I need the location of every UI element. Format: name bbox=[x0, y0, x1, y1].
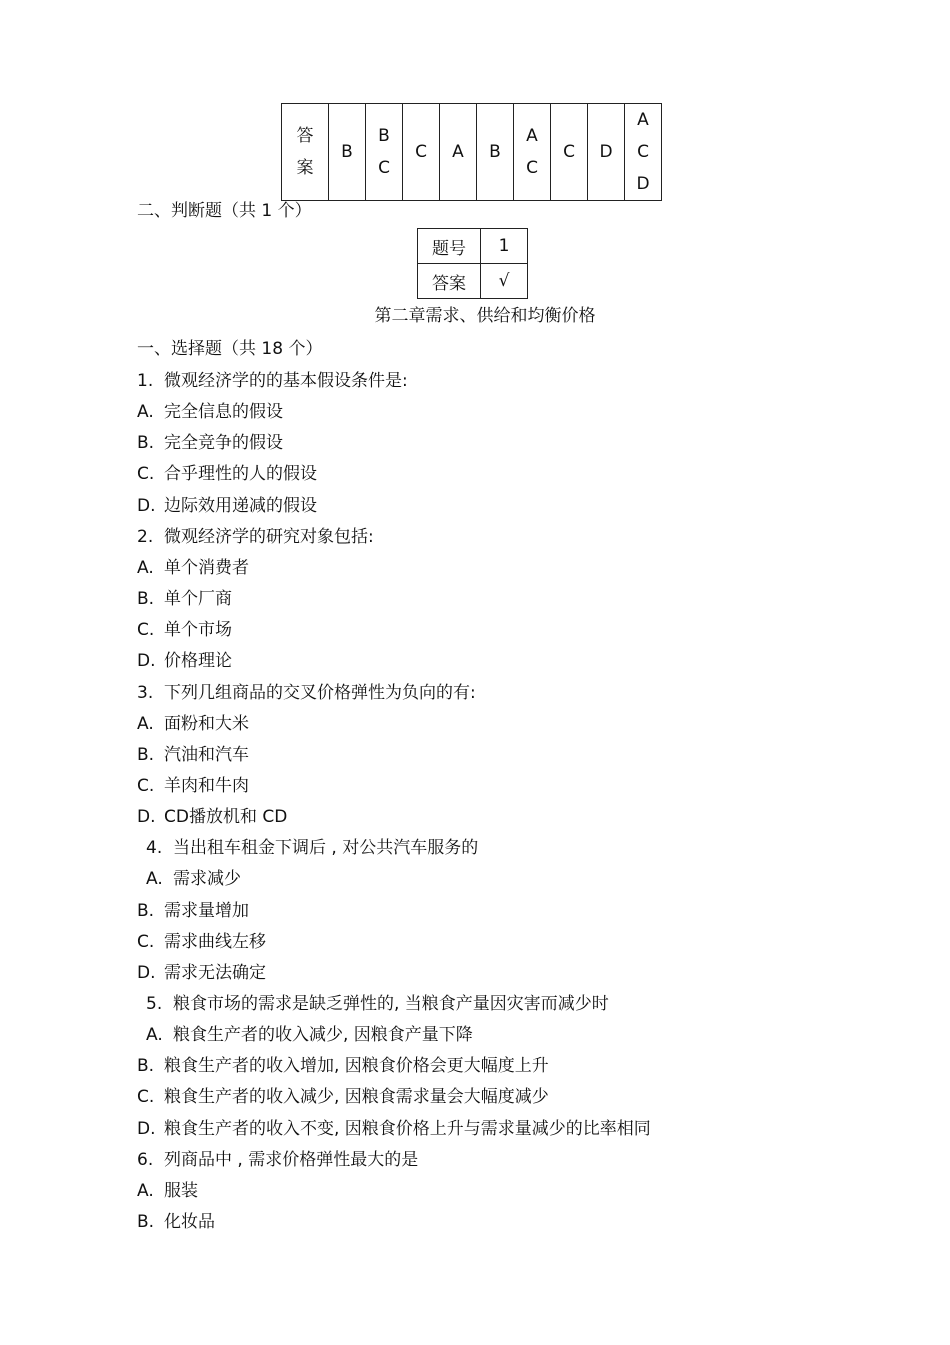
answer-cell bbox=[329, 104, 366, 201]
question-line bbox=[146, 992, 609, 1016]
item-number: 1. bbox=[137, 371, 154, 391]
answer-header-cell bbox=[282, 104, 329, 201]
answer-letter: A bbox=[526, 126, 538, 146]
item-text: 需求量增加 bbox=[164, 901, 249, 921]
item-number: D. bbox=[137, 496, 156, 516]
option-line bbox=[137, 400, 283, 424]
item-number: 5. bbox=[146, 994, 163, 1014]
item-number: A. bbox=[137, 714, 154, 734]
item-text: 需求曲线左移 bbox=[164, 932, 266, 952]
item-text: 粮食生产者的收入减少, 因粮食产量下降 bbox=[173, 1025, 473, 1045]
item-text: 粮食市场的需求是缺乏弹性的, 当粮食产量因灾害而减少时 bbox=[173, 994, 609, 1014]
item-text: 单个消费者 bbox=[164, 558, 249, 578]
item-number: C. bbox=[137, 776, 155, 796]
item-text: 服装 bbox=[164, 1181, 198, 1201]
option-line bbox=[137, 431, 283, 455]
answer-table bbox=[281, 103, 662, 201]
item-text: 下列几组商品的交叉价格弹性为负向的有: bbox=[164, 683, 476, 703]
answer-cell bbox=[588, 104, 625, 201]
item-number: A. bbox=[146, 1025, 163, 1045]
item-text: 粮食生产者的收入减少, 因粮食需求量会大幅度减少 bbox=[164, 1087, 549, 1107]
item-text: 羊肉和牛肉 bbox=[164, 776, 249, 796]
answer-cell bbox=[625, 104, 662, 201]
item-number: 4. bbox=[146, 838, 163, 858]
option-line bbox=[137, 1054, 549, 1078]
option-line bbox=[137, 618, 232, 642]
item-number: C. bbox=[137, 1087, 155, 1107]
answer-cell bbox=[366, 104, 403, 201]
answer-letter: A bbox=[452, 142, 464, 162]
option-line bbox=[146, 867, 241, 891]
item-text: 需求减少 bbox=[173, 869, 241, 889]
answer-letter: B bbox=[341, 142, 353, 162]
answer-letter: B bbox=[489, 142, 501, 162]
item-text: 粮食生产者的收入不变, 因粮食价格上升与需求量减少的比率相同 bbox=[164, 1119, 651, 1139]
answer-letter: C bbox=[637, 142, 649, 162]
item-text: 边际效用递减的假设 bbox=[164, 496, 317, 516]
item-number: D. bbox=[137, 807, 156, 827]
option-line bbox=[137, 930, 266, 954]
judge-key-cell: 题号 bbox=[418, 229, 481, 264]
answer-cell bbox=[551, 104, 588, 201]
item-number: C. bbox=[137, 932, 155, 952]
question-line bbox=[137, 1148, 418, 1172]
answer-letter: C bbox=[563, 142, 575, 162]
item-number: B. bbox=[137, 1056, 155, 1076]
item-number: B. bbox=[137, 745, 155, 765]
option-line bbox=[146, 1023, 473, 1047]
item-text: 价格理论 bbox=[164, 651, 232, 671]
item-text: 微观经济学的的基本假设条件是: bbox=[164, 371, 408, 391]
item-number: 2. bbox=[137, 527, 154, 547]
item-number: B. bbox=[137, 901, 155, 921]
option-line bbox=[137, 556, 249, 580]
item-text: 列商品中 , 需求价格弹性最大的是 bbox=[164, 1150, 419, 1170]
answer-letter: A bbox=[637, 110, 649, 130]
item-number: C. bbox=[137, 464, 155, 484]
judge-table bbox=[417, 228, 528, 299]
item-number: D. bbox=[137, 651, 156, 671]
judge-value-cell: √ bbox=[481, 264, 528, 299]
item-text: 汽油和汽车 bbox=[164, 745, 249, 765]
section-heading-judge: 二、判断题（共 1 个） bbox=[137, 201, 312, 221]
question-line bbox=[137, 369, 408, 393]
item-number: A. bbox=[137, 558, 154, 578]
item-number: 6. bbox=[137, 1150, 154, 1170]
question-line bbox=[137, 525, 374, 549]
answer-letter: D bbox=[636, 174, 650, 194]
item-number: A. bbox=[137, 1181, 154, 1201]
item-number: D. bbox=[137, 1119, 156, 1139]
question-line bbox=[137, 681, 476, 705]
question-line bbox=[146, 836, 478, 860]
item-number: C. bbox=[137, 620, 155, 640]
answer-header-char-2: 案 bbox=[296, 158, 314, 178]
judge-value-cell: 1 bbox=[481, 229, 528, 264]
item-text: 单个市场 bbox=[164, 620, 232, 640]
item-text: 单个厂商 bbox=[164, 589, 232, 609]
answer-cell bbox=[477, 104, 514, 201]
option-line bbox=[137, 712, 249, 736]
item-text: 当出租车租金下调后 , 对公共汽车服务的 bbox=[173, 838, 479, 858]
answer-letter: B bbox=[378, 126, 390, 146]
answer-cell bbox=[514, 104, 551, 201]
answer-letter: C bbox=[415, 142, 427, 162]
item-number: 3. bbox=[137, 683, 154, 703]
item-text: 完全竞争的假设 bbox=[164, 433, 283, 453]
section-heading-choice: 一、选择题（共 18 个） bbox=[137, 339, 323, 359]
option-line bbox=[137, 1210, 215, 1234]
item-text: 粮食生产者的收入增加, 因粮食价格会更大幅度上升 bbox=[164, 1056, 549, 1076]
option-line bbox=[137, 961, 266, 985]
option-line bbox=[137, 587, 232, 611]
option-line bbox=[137, 1085, 549, 1109]
item-number: B. bbox=[137, 589, 155, 609]
option-line bbox=[137, 774, 249, 798]
answer-letter: C bbox=[526, 158, 538, 178]
item-number: A. bbox=[137, 402, 154, 422]
item-text: 合乎理性的人的假设 bbox=[164, 464, 317, 484]
item-number: B. bbox=[137, 433, 155, 453]
answer-letter: D bbox=[599, 142, 613, 162]
option-line bbox=[137, 899, 249, 923]
answer-cell bbox=[403, 104, 440, 201]
answer-letter: C bbox=[378, 158, 390, 178]
item-text: CD播放机和 CD bbox=[164, 807, 288, 827]
item-text: 化妆品 bbox=[164, 1212, 215, 1232]
item-text: 微观经济学的研究对象包括: bbox=[164, 527, 374, 547]
item-text: 需求无法确定 bbox=[164, 963, 266, 983]
item-number: D. bbox=[137, 963, 156, 983]
option-line bbox=[137, 649, 232, 673]
answer-header-char-1: 答 bbox=[296, 126, 314, 146]
item-number: A. bbox=[146, 869, 163, 889]
option-line bbox=[137, 1179, 198, 1203]
option-line bbox=[137, 805, 287, 829]
option-line bbox=[137, 1117, 651, 1141]
chapter-title: 第二章需求、供给和均衡价格 bbox=[374, 306, 596, 326]
judge-key-cell: 答案 bbox=[418, 264, 481, 299]
item-number: B. bbox=[137, 1212, 155, 1232]
option-line bbox=[137, 743, 249, 767]
option-line bbox=[137, 494, 317, 518]
option-line bbox=[137, 462, 317, 486]
item-text: 完全信息的假设 bbox=[164, 402, 283, 422]
item-text: 面粉和大米 bbox=[164, 714, 249, 734]
answer-cell bbox=[440, 104, 477, 201]
